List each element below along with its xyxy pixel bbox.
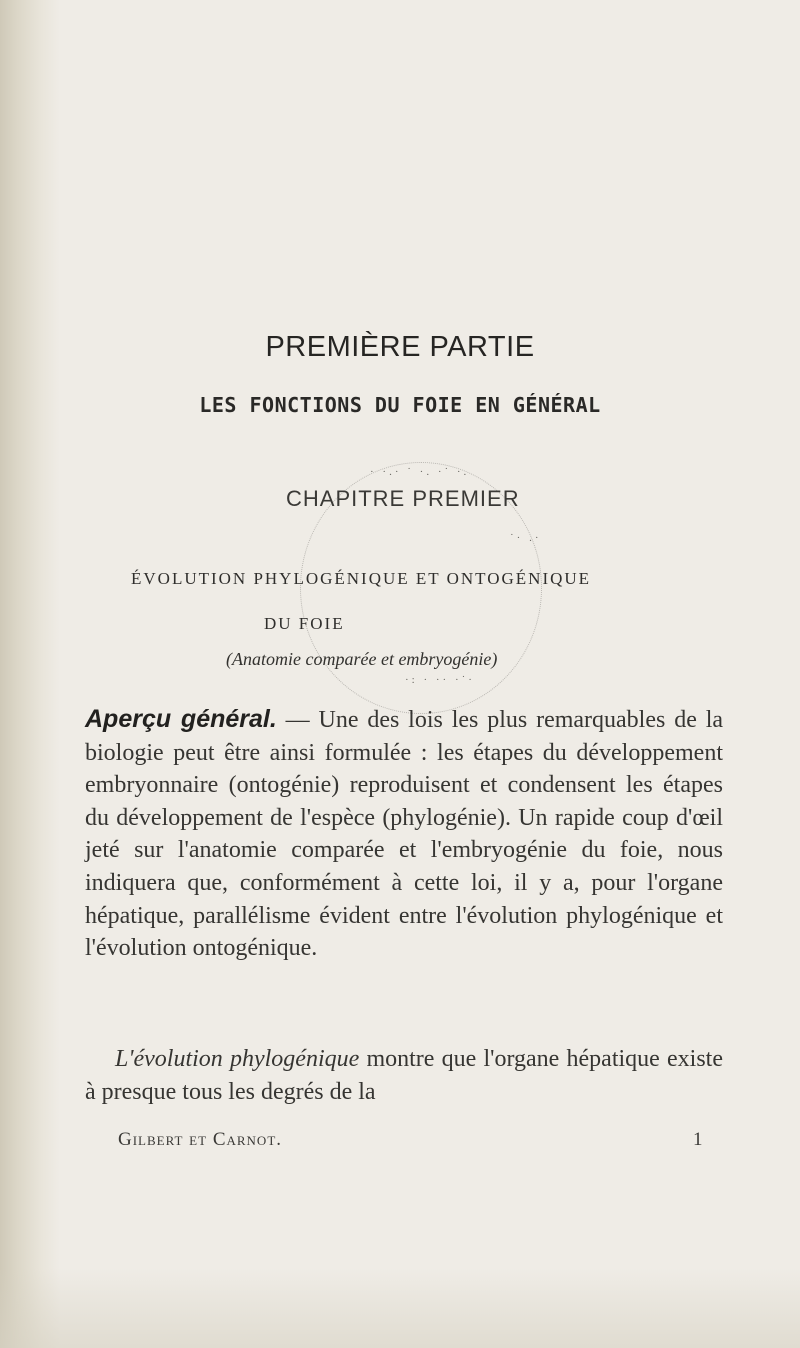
chapter-subject-continued: DU FOIE <box>264 614 345 633</box>
paragraph-text: — Une des lois les plus remarquables de la biologie peut être ainsi formulée : les étapes du développement embryonnaire (ontogénie) reproduisent et condensent les étapes du développement de l'espèce (phylogénie). Un rapide coup d'œil jeté sur l'anatomie comparée et l'embryogénie du foie, nous indiquera que, conformément à cette loi, il y a, pour l'organe hépatique, parallélisme évident entre l'évolution phylogénique et l'évolution ontogénique. <box>85 707 724 962</box>
stamp-speckle: ·: · ·· ·˙· <box>405 674 475 686</box>
footer-signature-mark: 1 <box>693 1129 703 1150</box>
footer-authors: Gilbert et Carnot. <box>118 1129 283 1150</box>
paragraph-lead-in: Aperçu général. <box>85 705 277 733</box>
paragraph-overview <box>85 703 723 965</box>
page-bottom-shadow <box>0 1268 800 1348</box>
section-title: LES FONCTIONS DU FOIE EN GÉNÉRAL <box>199 393 601 417</box>
chapter-title: CHAPITRE PREMIER <box>286 486 520 511</box>
chapter-subtitle: (Anatomie comparée et embryogénie) <box>226 649 498 669</box>
page-edge-shadow <box>0 0 60 1348</box>
chapter-subject: ÉVOLUTION PHYLOGÉNIQUE ET ONTOGÉNIQUE <box>131 569 592 588</box>
paragraph-italic-start: L'évolution phylogénique <box>115 1046 360 1072</box>
stamp-speckle: ˙· .· <box>510 532 542 544</box>
paragraph-text: montre que l'organe hépatique existe à presque tous les degrés de la <box>85 1046 723 1105</box>
paragraph-phylogeny <box>85 1043 723 1108</box>
part-title: PREMIÈRE PARTIE <box>265 331 535 363</box>
stamp-speckle: · ·.· ˙ ·. ·˙ ·. <box>370 466 470 478</box>
